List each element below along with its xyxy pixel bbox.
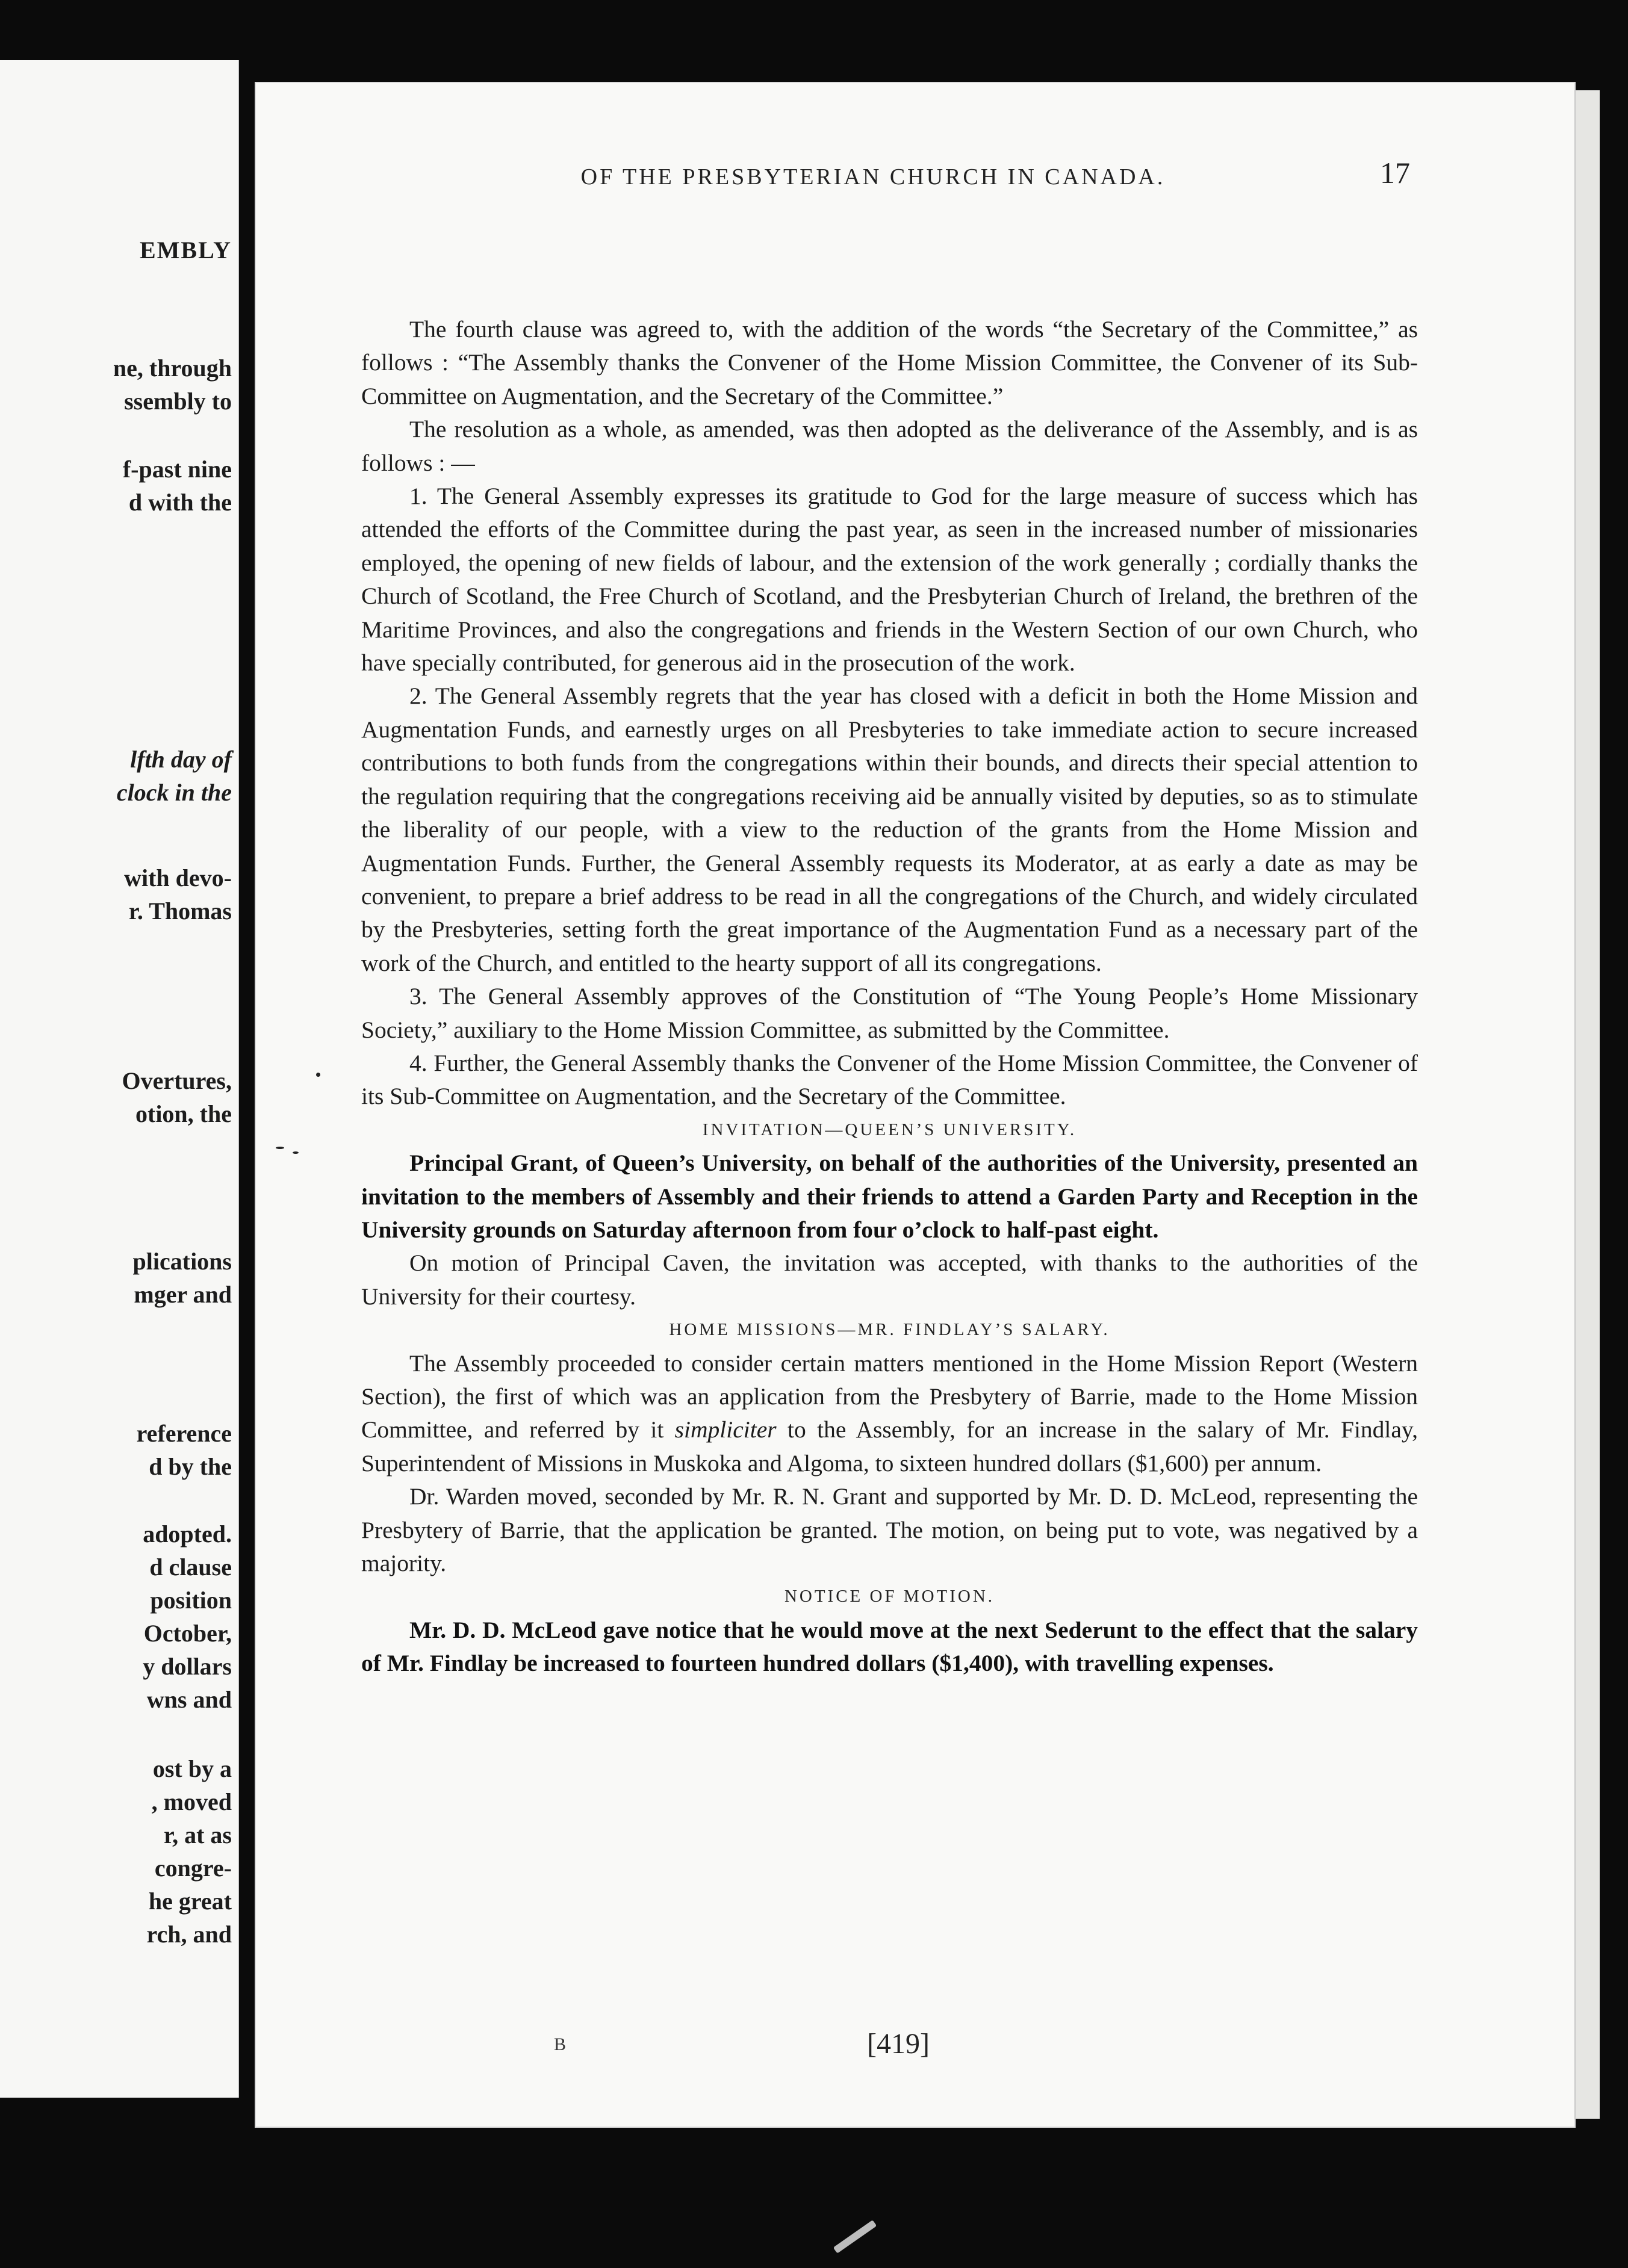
page-number: 17 (1380, 156, 1410, 190)
left-page-line: y dollars (143, 1653, 232, 1680)
page-edge-shadow (1574, 90, 1600, 2119)
previous-page-fragment (0, 60, 239, 2098)
scan-speck (316, 1073, 320, 1077)
left-page-line: lfth day of (130, 746, 232, 773)
left-page-line: wns and (146, 1686, 232, 1713)
paragraph-dr-warden: Dr. Warden moved, seconded by Mr. R. N. Grant and supported by Mr. D. D. McLeod, representing the Presbytery of Barrie, that the application be granted. The motion, on being put to vote, was negatived by a majority. (361, 1483, 1418, 1577)
left-page-line: adopted. (143, 1520, 232, 1548)
left-page-line: position (150, 1587, 232, 1614)
paragraph-fourth-clause: The fourth clause was agreed to, with the addition of the words “the Secretary of the Committee,” as follows : “The Assembly thanks the Convener of the Home Mission Committee, the Convener of its Sub-Committee on Augmentation, and the Secretary of the Committee.” (361, 316, 1418, 409)
left-page-line: r. Thomas (128, 897, 232, 925)
left-page-line: plications (132, 1248, 232, 1275)
left-page-line: d by the (149, 1453, 232, 1480)
scan-artifact (833, 2220, 877, 2254)
left-page-line: October, (143, 1620, 232, 1647)
left-page-line: clock in the (116, 779, 232, 806)
paragraph-notice: Mr. D. D. McLeod gave notice that he would move at the next Sederunt to the effect that the salary of Mr. Findlay be increased to fourteen hundred dollars ($1,400), with travelling expenses. (361, 1616, 1418, 1677)
left-page-line: congre- (154, 1854, 232, 1882)
left-page-line: rch, and (146, 1921, 232, 1948)
left-page-line: he great (148, 1888, 232, 1915)
folio-number: [419] (867, 2028, 930, 2060)
scan-speck (293, 1151, 299, 1154)
paragraph-resolution: The resolution as a whole, as amended, was then adopted as the deliverance of the Assembly, and is as follows : — (361, 416, 1418, 476)
section-heading-invitation: INVITATION—QUEEN’S UNIVERSITY. (702, 1120, 1077, 1139)
left-page-line: f-past nine (122, 456, 232, 483)
left-page-line: mger and (134, 1281, 232, 1308)
section-heading-notice-of-motion: NOTICE OF MOTION. (784, 1587, 995, 1606)
left-page-line: EMBLY (139, 237, 232, 264)
running-head: OF THE PRESBYTERIAN CHURCH IN CANADA. (580, 164, 1166, 190)
left-page-line: ost by a (152, 1755, 232, 1782)
page-body (361, 313, 1418, 1681)
left-page-line: , moved (151, 1788, 232, 1815)
left-page-line: otion, the (135, 1100, 232, 1127)
left-page-line: ssembly to (124, 388, 232, 415)
left-page-line: with devo- (124, 864, 232, 891)
text-run: to the Assembly, for an increase in the salary of Mr. Findlay, Superintendent of Missions in Muskoka and Algoma, to sixteen hundred dollars ($1,600) per annum. (361, 1416, 1418, 1476)
paragraph-assembly-proceeded (361, 1347, 1418, 1481)
scan-speck (276, 1147, 284, 1149)
text-run: The Assembly proceeded to consider certain matters mentioned in the Home Mission Report (Western Section), the first of which was an application from the Presbytery of Barrie, made to the Home Mission Committee, and referred by it (361, 1349, 1418, 1443)
left-page-line: d with the (128, 489, 232, 516)
paragraph-principal-caven: On motion of Principal Caven, the invitation was accepted, with thanks to the authorities of the University for their courtesy. (361, 1250, 1418, 1310)
paragraph-resolution-item-4: 4. Further, the General Assembly thanks the Convener of the Home Mission Committee, the Convener of its Sub-Committee on Augmentation, and the Secretary of the Committee. (361, 1049, 1418, 1110)
paragraph-principal-grant: Principal Grant, of Queen’s University, on behalf of the authorities of the University, presented an invitation to the members of Assembly and their friends to attend a Garden Party and Reception in the University grounds on Saturday afternoon from four o’clock to half-past eight. (361, 1150, 1418, 1243)
section-heading-home-missions: HOME MISSIONS—MR. FINDLAY’S SALARY. (669, 1320, 1110, 1340)
left-page-line: ne, through (113, 355, 232, 382)
left-page-line: reference (136, 1420, 232, 1447)
left-page-line: d clause (149, 1554, 232, 1581)
paragraph-resolution-item-3: 3. The General Assembly approves of the Constitution of “The Young People’s Home Missionary Society,” auxiliary to the Home Mission Committee, as submitted by the Committee. (361, 983, 1418, 1043)
paragraph-resolution-item-1: 1. The General Assembly expresses its gratitude to God for the large measure of success which has attended the efforts of the Committee during the past year, as seen in the increased number of missionaries employed, the opening of new fields of labour, and the extension of the work generally ; cordially thanks the Church of Scotland, the Free Church of Scotland, and the Presbyterian Church of Ireland, the brethren of the Maritime Provinces, and also the congregations and friends in the Western Section of our own Church, who have specially contributed, for generous aid in the prosecution of the work. (361, 483, 1418, 677)
left-page-line: Overtures, (122, 1067, 232, 1094)
left-page-line: r, at as (164, 1821, 232, 1848)
italic-term: simpliciter (674, 1416, 777, 1443)
paragraph-resolution-item-2: 2. The General Assembly regrets that the year has closed with a deficit in both the Home Mission and Augmentation Funds, and earnestly urges on all Presbyteries to take immediate action to secure increased contributions to both funds from the congregations within their bounds, and directs their special attention to the regulation requiring that the congregations receiving aid be annually visited by deputies, so as to stimulate the liberality of our people, with a view to the reduction of the grants from the Home Mission and Augmentation Funds. Further, the General Assembly requests its Moderator, at as early a date as may be convenient, to prepare a brief address to be read in all the congregations of the Church, and widely circulated by the Presbyteries, setting forth the great importance of the Augmentation Fund as a necessary part of the work of the Church, and entitled to the hearty support of all its congregations. (361, 683, 1418, 976)
signature-mark: B (554, 2034, 567, 2054)
